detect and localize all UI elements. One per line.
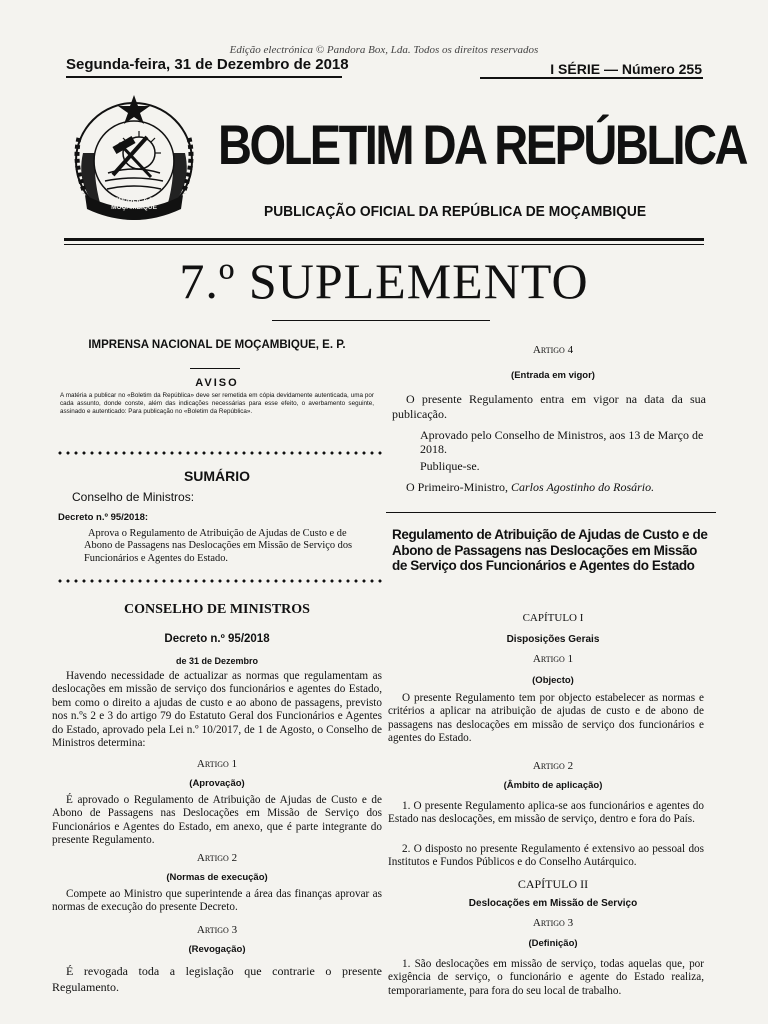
copyright-notice: Edição electrónica © Pandora Box, Lda. Todos os direitos reservados (229, 44, 539, 56)
reg-article-3-text: 1. São deslocações em missão de serviço, todas aquelas que, por exigência de serviço, o funcionário e agente do Estado realiza, temporariamente, para fora do seu local de trabalho. (388, 958, 704, 997)
summary-entity: Conselho de Ministros: (72, 490, 195, 504)
article-4-title: (Entrada em vigor) (511, 370, 595, 381)
article-2-title: (Normas de execução) (166, 872, 268, 883)
reg-article-2-paragraph-2: 2. O disposto no presente Regulamento é extensivo ao pessoal dos Institutos e Fundos Públicos e do Conselho Autárquico. (388, 843, 704, 869)
decree-preamble: Havendo necessidade de actualizar as normas que regulamentam as deslocações em missão de serviço dos funcionários e agentes do Estado, bem como o direito a ajudas de custo e ao abono de passagens, previsto nos n.ºs 2 e 3 do artigo 79 do Estatuto Geral dos Funcionários e Agentes do Estado, aprovado pela Lei n.º 10/2017, de 1 de Agosto, o Conselho de Ministros determina: (52, 670, 382, 750)
aviso-title: AVISO (195, 377, 239, 389)
masthead-rule-top (64, 238, 704, 241)
reg-article-1-text: O presente Regulamento tem por objecto estabelecer as normas e critérios a aplicar na atribuição de ajudas de custo e de abono de passagens nas deslocações em missão de serviço dos funcionários e agentes do Estado. (388, 692, 704, 745)
regulation-title: Regulamento de Atribuição de Ajudas de Custo e de Abono de Passagens nas Deslocações em Missão de Serviço dos Funcionários e Agentes do Estado (392, 527, 708, 573)
article-2-label: Artigo 2 (196, 852, 238, 864)
coat-of-arms-emblem (63, 93, 205, 227)
summary-decree: Decreto n.º 95/2018: (58, 512, 149, 523)
publication-title: BOLETIM DA REPÚBLICA (218, 113, 747, 176)
masthead-rule-bottom (64, 244, 704, 245)
publish-text: Publique-se. (420, 459, 480, 473)
article-2-text: Compete ao Ministro que superintende a área das finanças aprovar as normas de execução do presente Decreto. (52, 888, 382, 914)
decree-title: Decreto n.º 95/2018 (164, 633, 270, 645)
article-1-title: (Aprovação) (189, 778, 245, 789)
prime-minister-name: Carlos Agostinho do Rosário. (511, 480, 655, 494)
chapter-2-label: CAPÍTULO II (517, 877, 589, 891)
reg-article-2-paragraph-1: 1. O presente Regulamento aplica-se aos funcionários e agentes do Estado nas deslocações, em missão de serviço, dentro e fora do País. (388, 800, 704, 826)
prime-minister-prefix: O Primeiro-Ministro, (406, 480, 511, 494)
aviso-text: A matéria a publicar no «Boletim da República» deve ser remetida em cópia devidamente autenticada, uma por cada assunto, donde conste, além das indicações necessárias para esse efeito, o averbamento seguinte, assinado e autenticado: Para publicação no «Boletim da República». (60, 392, 374, 416)
article-4-text: O presente Regulamento entra em vigor na data da sua publicação. (392, 392, 706, 421)
article-4-label: Artigo 4 (532, 344, 574, 356)
article-3-title: (Revogação) (188, 944, 246, 955)
chapter-1-label: CAPÍTULO I (522, 612, 584, 624)
emblem-text: REPÚBLICA DE MOÇAMBIQUE (109, 197, 159, 211)
reg-article-3-label: Artigo 3 (532, 917, 574, 929)
article-1-label: Artigo 1 (196, 758, 238, 770)
prime-minister-signature (406, 481, 716, 494)
article-1-text: É aprovado o Regulamento de Atribuição de Ajudas de Custo e de Abono de Passagens nas Deslocações em Missão de Serviço dos Funcionários e Agentes do Estado, em anexo, que é parte integrante do presente Regulamento. (52, 794, 382, 847)
approval-text: Aprovado pelo Conselho de Ministros, aos 13 de Março de 2018. (420, 428, 704, 456)
reg-article-1-title: (Objecto) (532, 675, 574, 686)
dotted-separator (56, 578, 382, 584)
summary-title: SUMÁRIO (183, 468, 251, 484)
issue-date: Segunda-feira, 31 de Dezembro de 2018 (66, 56, 349, 73)
decree-date: de 31 de Dezembro (175, 656, 259, 666)
header-rule-left (66, 76, 342, 78)
dotted-separator (56, 450, 382, 456)
reg-article-1-label: Artigo 1 (532, 653, 574, 665)
supplement-title: 7.º SUPLEMENTO (179, 253, 589, 309)
council-title: CONSELHO DE MINISTROS (124, 602, 310, 617)
article-3-text: É revogada toda a legislação que contrarie o presente Regulamento. (52, 964, 382, 994)
chapter-2-title: Deslocações em Missão de Serviço (468, 898, 638, 909)
series-number: I SÉRIE — Número 255 (550, 61, 702, 77)
publication-subtitle: PUBLICAÇÃO OFICIAL DA REPÚBLICA DE MOÇAMBIQUE (264, 203, 647, 220)
reg-article-2-title: (Âmbito de aplicação) (503, 780, 603, 791)
reg-article-3-title: (Definição) (528, 938, 578, 949)
publisher-name: IMPRENSA NACIONAL DE MOÇAMBIQUE, E. P. (88, 339, 346, 351)
chapter-1-title: Disposições Gerais (506, 634, 600, 645)
summary-text: Aprova o Regulamento de Atribuição de Ajudas de Custo e de Abono de Passagens nas Deslocações em Missão de Serviço dos Funcionários e Agentes do Estado. (84, 528, 353, 564)
article-3-label: Artigo 3 (196, 924, 238, 936)
reg-article-2-label: Artigo 2 (532, 760, 574, 772)
right-column-separator (386, 512, 716, 513)
header-rule-right (480, 77, 703, 79)
supplement-rule (272, 320, 490, 321)
aviso-rule (190, 368, 240, 369)
